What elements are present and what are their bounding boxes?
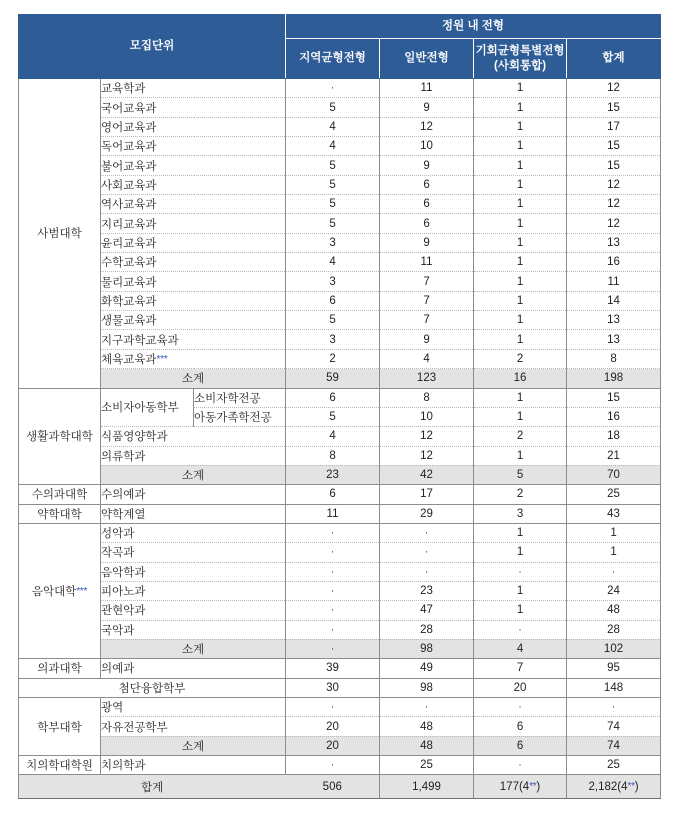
cell-department: 자유전공학부 xyxy=(101,717,286,736)
cell-department: 피아노과 xyxy=(101,581,286,600)
cell-value: 17 xyxy=(567,117,661,136)
cell-value: 12 xyxy=(567,79,661,98)
cell-value: 198 xyxy=(567,369,661,388)
cell-department: 첨단융합학부 xyxy=(19,678,286,697)
cell-department: 사회교육과 xyxy=(101,175,286,194)
cell-value: 17 xyxy=(380,485,474,504)
cell-department: 체육교육과*** xyxy=(101,349,286,368)
cell-college: 의과대학 xyxy=(19,659,101,678)
cell-department: 소비자아동학부 xyxy=(101,388,194,427)
header-col-total: 합계 xyxy=(567,39,661,79)
cell-value: 1 xyxy=(474,214,567,233)
cell-value: 18 xyxy=(567,427,661,446)
table-header xyxy=(19,15,661,79)
cell-value: 48 xyxy=(380,736,474,755)
cell-value: 1 xyxy=(474,407,567,426)
cell-department: 치의학과 xyxy=(101,756,286,775)
header-col-opportunity xyxy=(474,39,567,79)
cell-department: 성악과 xyxy=(101,523,286,542)
cell-value: 48 xyxy=(380,717,474,736)
cell-value: 1 xyxy=(474,253,567,272)
cell-value: 23 xyxy=(286,465,380,484)
cell-value: 1 xyxy=(474,291,567,310)
cell-value: 1 xyxy=(474,79,567,98)
cell-value: 4 xyxy=(286,137,380,156)
grand-total-row xyxy=(19,775,661,799)
table-row xyxy=(19,330,661,349)
cell-department: 화학교육과 xyxy=(101,291,286,310)
cell-value: 95 xyxy=(567,659,661,678)
cell-value: 2 xyxy=(474,427,567,446)
cell-department: 역사교육과 xyxy=(101,195,286,214)
cell-value: 12 xyxy=(380,117,474,136)
cell-value: 25 xyxy=(567,756,661,775)
cell-value: 6 xyxy=(286,388,380,407)
cell-value: · xyxy=(474,698,567,717)
cell-value: 7 xyxy=(380,272,474,291)
cell-value: 30 xyxy=(286,678,380,697)
cell-value: 4 xyxy=(286,253,380,272)
cell-value: 15 xyxy=(567,137,661,156)
grand-total-regional: 506 xyxy=(286,775,380,799)
table-body xyxy=(19,79,661,799)
cell-department: 수학교육과 xyxy=(101,253,286,272)
cell-value: 74 xyxy=(567,736,661,755)
cell-value: 4 xyxy=(286,117,380,136)
cell-value: 102 xyxy=(567,639,661,658)
cell-value: 39 xyxy=(286,659,380,678)
cell-department: 작곡과 xyxy=(101,543,286,562)
cell-value: · xyxy=(286,698,380,717)
subtotal-label: 소계 xyxy=(101,465,286,484)
cell-value: 15 xyxy=(567,388,661,407)
cell-value: · xyxy=(286,639,380,658)
cell-value: 13 xyxy=(567,233,661,252)
cell-value: 70 xyxy=(567,465,661,484)
cell-value: 6 xyxy=(380,214,474,233)
cell-department: 생물교육과 xyxy=(101,311,286,330)
table-row xyxy=(19,117,661,136)
cell-value: 7 xyxy=(380,311,474,330)
cell-value: 16 xyxy=(567,407,661,426)
cell-value: 9 xyxy=(380,156,474,175)
cell-department: 영어교육과 xyxy=(101,117,286,136)
cell-value: 21 xyxy=(567,446,661,465)
cell-value: 1 xyxy=(474,388,567,407)
cell-value: 16 xyxy=(474,369,567,388)
cell-value: 2 xyxy=(286,349,380,368)
cell-value: · xyxy=(567,698,661,717)
cell-value: 1 xyxy=(474,601,567,620)
cell-value: 1 xyxy=(474,195,567,214)
cell-value: · xyxy=(380,698,474,717)
cell-college: 사범대학 xyxy=(19,79,101,389)
table-row xyxy=(19,233,661,252)
cell-value: · xyxy=(380,523,474,542)
cell-value: 11 xyxy=(567,272,661,291)
cell-value: 1 xyxy=(474,175,567,194)
cell-college: 음악대학*** xyxy=(19,523,101,658)
subtotal-row xyxy=(19,369,661,388)
cell-department: 지리교육과 xyxy=(101,214,286,233)
cell-value: 3 xyxy=(286,233,380,252)
cell-value: 3 xyxy=(474,504,567,523)
cell-department: 불어교육과 xyxy=(101,156,286,175)
cell-value: 25 xyxy=(380,756,474,775)
header-col-general: 일반전형 xyxy=(380,39,474,79)
admissions-quota-table xyxy=(18,14,661,799)
cell-value: 10 xyxy=(380,137,474,156)
cell-value: 43 xyxy=(567,504,661,523)
table-row xyxy=(19,349,661,368)
cell-value: 1 xyxy=(474,272,567,291)
cell-value: · xyxy=(286,543,380,562)
grand-total-general: 1,499 xyxy=(380,775,474,799)
cell-department: 지구과학교육과 xyxy=(101,330,286,349)
cell-value: 6 xyxy=(474,717,567,736)
table-row xyxy=(19,581,661,600)
cell-value: 15 xyxy=(567,98,661,117)
cell-value: 5 xyxy=(286,214,380,233)
cell-value: 3 xyxy=(286,272,380,291)
cell-value: · xyxy=(474,756,567,775)
header-col-opportunity-line2: (사회통합) xyxy=(493,59,547,72)
cell-value: · xyxy=(567,562,661,581)
table-row xyxy=(19,98,661,117)
table-row xyxy=(19,659,661,678)
footnote-marker: *** xyxy=(156,353,168,365)
cell-department: 국악과 xyxy=(101,620,286,639)
cell-department: 광역 xyxy=(101,698,286,717)
table-row xyxy=(19,79,661,98)
cell-value: 47 xyxy=(380,601,474,620)
admissions-table-container xyxy=(18,14,660,799)
cell-value: · xyxy=(286,601,380,620)
cell-value: 10 xyxy=(380,407,474,426)
table-row xyxy=(19,427,661,446)
cell-value: 20 xyxy=(286,736,380,755)
cell-value: 7 xyxy=(474,659,567,678)
subtotal-label: 소계 xyxy=(101,639,286,658)
cell-value: 3 xyxy=(286,330,380,349)
table-row xyxy=(19,156,661,175)
cell-value: 25 xyxy=(567,485,661,504)
cell-value: 4 xyxy=(474,639,567,658)
cell-value: 6 xyxy=(286,291,380,310)
cell-value: 12 xyxy=(567,175,661,194)
cell-value: 9 xyxy=(380,330,474,349)
cell-college: 치의학대학원 xyxy=(19,756,101,775)
table-row xyxy=(19,678,661,697)
cell-department: 교육학과 xyxy=(101,79,286,98)
grand-total-label: 합계 xyxy=(19,775,286,799)
cell-value: 59 xyxy=(286,369,380,388)
cell-value: 1 xyxy=(567,543,661,562)
header-col-opportunity-line1: 기회균형특별전형 xyxy=(475,45,565,58)
table-row xyxy=(19,601,661,620)
table-row xyxy=(19,195,661,214)
cell-value: · xyxy=(474,620,567,639)
cell-value: 42 xyxy=(380,465,474,484)
table-row xyxy=(19,311,661,330)
header-recruitment-unit: 모집단위 xyxy=(19,15,286,79)
cell-major: 아동가족학전공 xyxy=(194,407,286,426)
cell-value: 14 xyxy=(567,291,661,310)
cell-value: 28 xyxy=(380,620,474,639)
cell-value: 2 xyxy=(474,349,567,368)
cell-value: 20 xyxy=(474,678,567,697)
cell-value: 4 xyxy=(286,427,380,446)
header-col-regional: 지역균형전형 xyxy=(286,39,380,79)
cell-value: 12 xyxy=(567,195,661,214)
table-row xyxy=(19,214,661,233)
table-row xyxy=(19,446,661,465)
cell-value: · xyxy=(286,620,380,639)
cell-value: 5 xyxy=(286,175,380,194)
table-row xyxy=(19,717,661,736)
cell-value: 13 xyxy=(567,311,661,330)
cell-value: 1 xyxy=(474,137,567,156)
subtotal-row xyxy=(19,465,661,484)
cell-value: 98 xyxy=(380,639,474,658)
cell-value: · xyxy=(286,79,380,98)
table-row xyxy=(19,756,661,775)
cell-value: 5 xyxy=(286,156,380,175)
cell-value: 29 xyxy=(380,504,474,523)
cell-value: 28 xyxy=(567,620,661,639)
cell-value: 6 xyxy=(380,175,474,194)
table-row xyxy=(19,504,661,523)
cell-value: 11 xyxy=(380,253,474,272)
cell-value: 9 xyxy=(380,233,474,252)
cell-value: 11 xyxy=(380,79,474,98)
cell-value: 1 xyxy=(474,233,567,252)
table-row xyxy=(19,620,661,639)
cell-value: 6 xyxy=(286,485,380,504)
header-quota-group: 정원 내 전형 xyxy=(286,15,661,39)
cell-value: 1 xyxy=(474,330,567,349)
cell-value: · xyxy=(286,581,380,600)
table-row xyxy=(19,388,661,407)
subtotal-row xyxy=(19,639,661,658)
cell-value: 12 xyxy=(567,214,661,233)
footnote-marker: ** xyxy=(627,780,635,792)
cell-value: 20 xyxy=(286,717,380,736)
cell-department: 독어교육과 xyxy=(101,137,286,156)
cell-value: 5 xyxy=(286,311,380,330)
table-row xyxy=(19,562,661,581)
cell-department: 물리교육과 xyxy=(101,272,286,291)
table-row xyxy=(19,175,661,194)
cell-department: 수의예과 xyxy=(101,485,286,504)
cell-department: 식품영양학과 xyxy=(101,427,286,446)
cell-department: 의예과 xyxy=(101,659,286,678)
cell-value: 1 xyxy=(474,543,567,562)
cell-value: 5 xyxy=(286,195,380,214)
table-row xyxy=(19,698,661,717)
cell-college: 생활과학대학 xyxy=(19,388,101,485)
table-row xyxy=(19,253,661,272)
cell-value: 1 xyxy=(474,311,567,330)
cell-value: 98 xyxy=(380,678,474,697)
cell-value: 1 xyxy=(567,523,661,542)
cell-value: 5 xyxy=(474,465,567,484)
table-row xyxy=(19,485,661,504)
cell-value: 48 xyxy=(567,601,661,620)
cell-value: 9 xyxy=(380,98,474,117)
cell-department: 음악학과 xyxy=(101,562,286,581)
cell-value: · xyxy=(380,543,474,562)
cell-value: 2 xyxy=(474,485,567,504)
table-row xyxy=(19,523,661,542)
cell-value: 1 xyxy=(474,156,567,175)
grand-total-sum: 2,182(4**) xyxy=(567,775,661,799)
footnote-marker: ** xyxy=(529,780,537,792)
footnote-marker: *** xyxy=(76,586,88,598)
cell-value: 1 xyxy=(474,523,567,542)
cell-value: 7 xyxy=(380,291,474,310)
grand-total-opportunity: 177(4**) xyxy=(474,775,567,799)
cell-value: · xyxy=(380,562,474,581)
cell-value: 5 xyxy=(286,98,380,117)
cell-value: 123 xyxy=(380,369,474,388)
cell-value: 1 xyxy=(474,98,567,117)
table-row xyxy=(19,291,661,310)
cell-value: 12 xyxy=(380,427,474,446)
cell-department: 관현악과 xyxy=(101,601,286,620)
cell-value: · xyxy=(474,562,567,581)
cell-college: 수의과대학 xyxy=(19,485,101,504)
cell-value: 8 xyxy=(567,349,661,368)
cell-value: 8 xyxy=(286,446,380,465)
cell-value: 1 xyxy=(474,446,567,465)
cell-value: 6 xyxy=(474,736,567,755)
cell-value: 16 xyxy=(567,253,661,272)
cell-department: 국어교육과 xyxy=(101,98,286,117)
cell-value: 23 xyxy=(380,581,474,600)
cell-value: · xyxy=(286,562,380,581)
subtotal-label: 소계 xyxy=(101,369,286,388)
cell-college: 학부대학 xyxy=(19,698,101,756)
table-row xyxy=(19,543,661,562)
cell-department: 윤리교육과 xyxy=(101,233,286,252)
cell-value: 15 xyxy=(567,156,661,175)
cell-value: 24 xyxy=(567,581,661,600)
cell-value: 6 xyxy=(380,195,474,214)
cell-department: 약학계열 xyxy=(101,504,286,523)
cell-major: 소비자학전공 xyxy=(194,388,286,407)
table-row xyxy=(19,137,661,156)
cell-department: 의류학과 xyxy=(101,446,286,465)
cell-value: 49 xyxy=(380,659,474,678)
table-row xyxy=(19,272,661,291)
cell-value: · xyxy=(286,756,380,775)
cell-college: 약학대학 xyxy=(19,504,101,523)
cell-value: 4 xyxy=(380,349,474,368)
cell-value: 8 xyxy=(380,388,474,407)
cell-value: 74 xyxy=(567,717,661,736)
cell-value: 12 xyxy=(380,446,474,465)
cell-value: 11 xyxy=(286,504,380,523)
cell-value: 1 xyxy=(474,117,567,136)
cell-value: 5 xyxy=(286,407,380,426)
cell-value: 1 xyxy=(474,581,567,600)
cell-value: · xyxy=(286,523,380,542)
subtotal-row xyxy=(19,736,661,755)
subtotal-label: 소계 xyxy=(101,736,286,755)
cell-value: 13 xyxy=(567,330,661,349)
cell-value: 148 xyxy=(567,678,661,697)
